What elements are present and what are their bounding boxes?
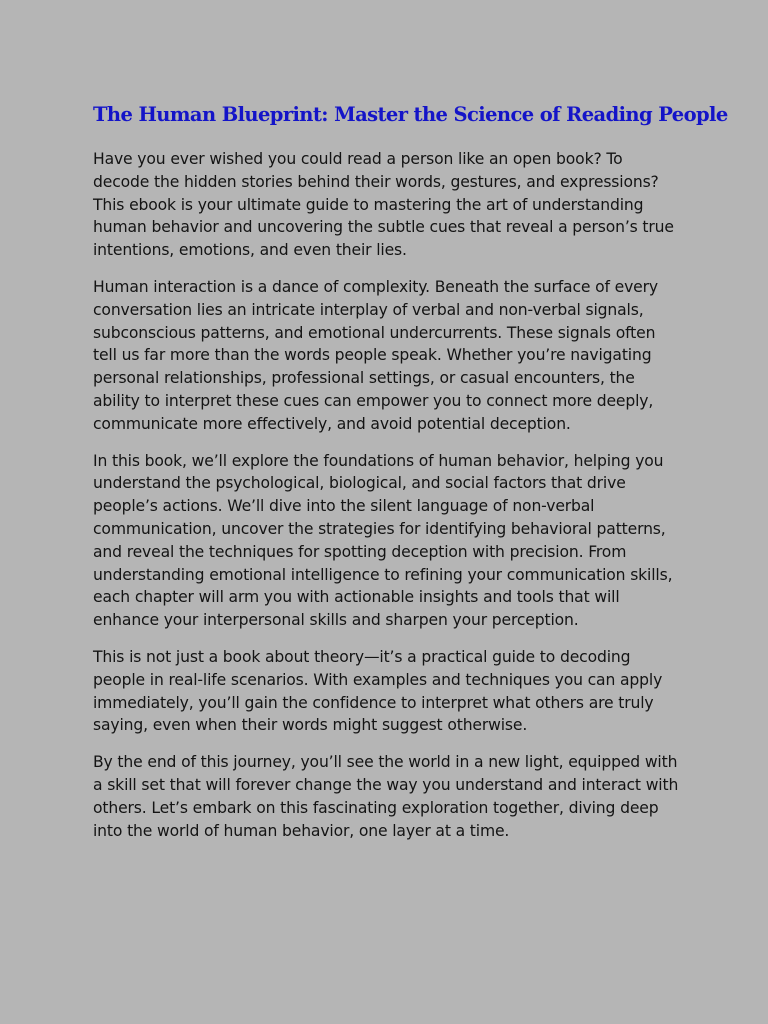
paragraph-book-overview: In this book, we’ll explore the foundations of human behavior, helping you understand the psychological, biological, and social factors that drive people’s actions. We’ll dive into the silent language of non-verbal communication, uncover the strategies for identifying behavioral patterns, and reveal the techniques for spotting deception with precision. From understanding emotional intelligence to refining your communication skills, each chapter will arm you with actionable insights and tools that will enhance your interpersonal skills and sharpen your perception. [93, 451, 673, 630]
paragraph-intro: Have you ever wished you could read a person like an open book? To decode the hidden stories behind their words, gestures, and expressions? This ebook is your ultimate guide to mastering the art of understanding human behavior and uncovering the subtle cues that reveal a person’s true intentions, emotions, and even their lies. [93, 150, 674, 260]
paragraph-conclusion: By the end of this journey, you’ll see the world in a new light, equipped with a skill set that will forever change the way you understand and interact with others. Let’s embark on this fascinating exploration together, diving deep into the world of human behavior, one layer at a time. [93, 753, 679, 840]
document-title: The Human Blueprint: Master the Science of Reading People [93, 103, 728, 126]
paragraph-interaction: Human interaction is a dance of complexity. Beneath the surface of every conversation lies an intricate interplay of verbal and non-verbal signals, subconscious patterns, and emotional undercurrents. These signals often tell us far more than the words people speak. Whether you’re navigating personal relationships, professional settings, or casual encounters, the ability to interpret these cues can empower you to connect more deeply, communicate more effectively, and avoid potential deception. [93, 277, 658, 433]
paragraph-practical-guide: This is not just a book about theory—it’s a practical guide to decoding people in real-life scenarios. With examples and techniques you can apply immediately, you’ll gain the confidence to interpret what others are truly saying, even when their words might suggest otherwise. [93, 647, 663, 735]
document-page [93, 100, 728, 856]
